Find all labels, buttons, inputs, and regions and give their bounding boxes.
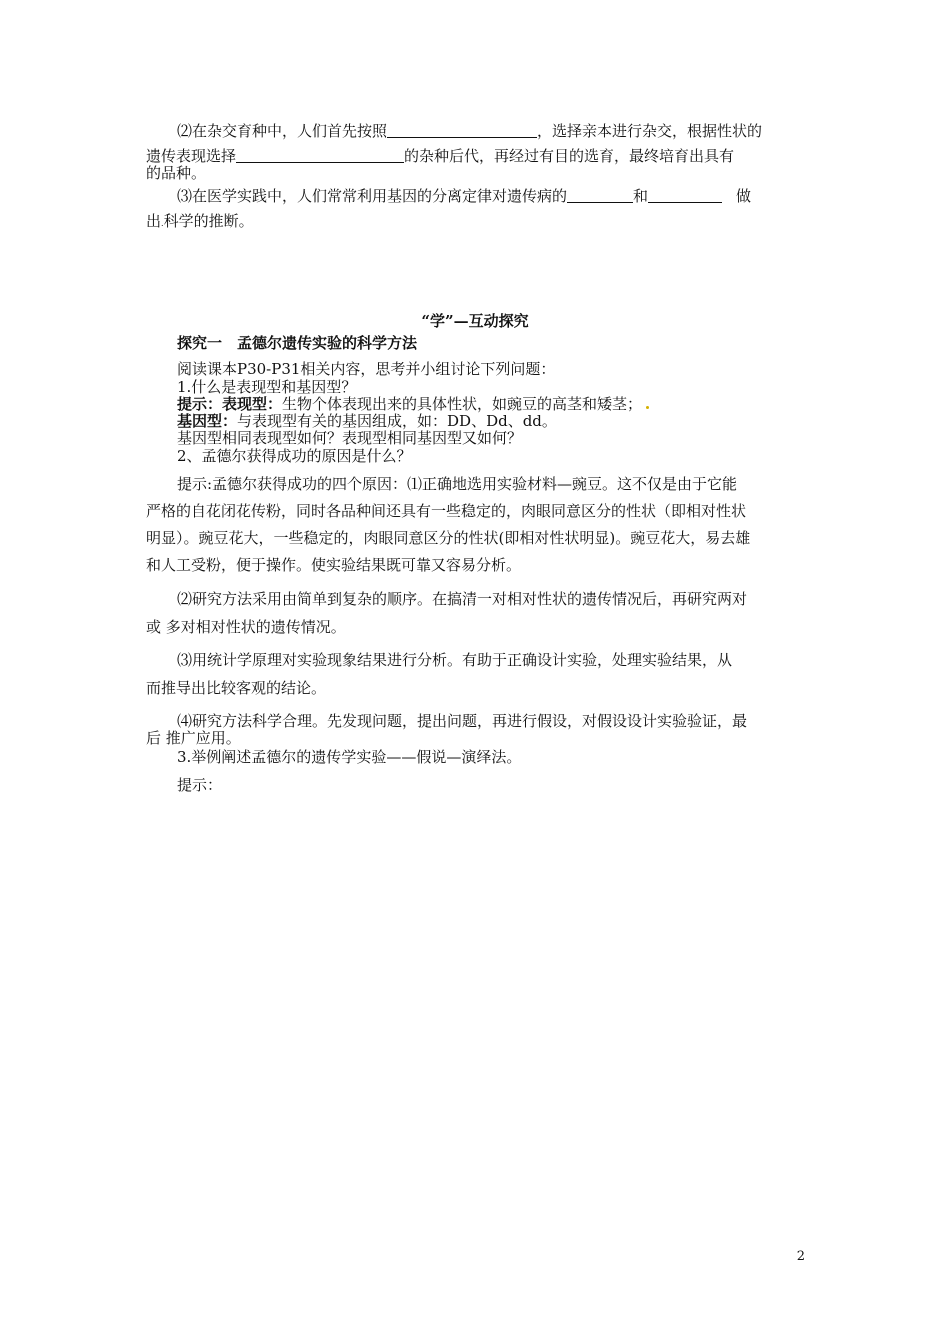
text: 遗传表现选择 <box>146 147 237 165</box>
section-title: “学”—互动探究 <box>421 312 529 330</box>
question-1b: 基因型相同表现型如何？表现型相同基因型又如何？ <box>177 429 523 447</box>
dot-mark: . <box>161 219 164 228</box>
answer-2-line-1: ⑵研究方法采用由简单到复杂的顺序。在搞清一对相对性状的遗传情况后，再研究两对 <box>177 590 748 608</box>
text: 出 <box>146 212 162 230</box>
question-2: 2、孟德尔获得成功的原因是什么？ <box>177 447 412 465</box>
phenotype-label: 表现型： <box>222 395 283 413</box>
page-number: 2 <box>796 1249 805 1264</box>
text: 科学的推断。 <box>163 212 254 230</box>
para-3-line-2 <box>146 211 254 234</box>
section-subtitle: 探究一 孟德尔遗传实验的科学方法 <box>177 334 418 352</box>
answer-1-line-2: 严格的自花闭花传粉，同时各品种间还具有一些稳定的，肉眼同意区分的性状（即相对性状 <box>146 502 747 520</box>
text: 的品种。 <box>146 164 207 182</box>
para-2-line-1 <box>177 121 762 141</box>
answer-4-line-2: 后 推广应用。 <box>146 729 241 747</box>
text: ⑵在杂交育种中，人们首先按照 <box>177 122 388 140</box>
answer-2-line-2: 或 多对相对性状的遗传情况。 <box>146 618 346 636</box>
answer-3-line-1: ⑶用统计学原理对实验现象结果进行分析。有助于正确设计实验，处理实验结果，从 <box>177 651 733 669</box>
phenotype-text: 生物个体表现出来的具体性状，如豌豆的高茎和矮茎； <box>282 395 643 413</box>
blank-1 <box>387 123 537 138</box>
hint-label: 提示： <box>177 395 223 413</box>
question-3-hint: 提示： <box>177 776 223 794</box>
answer-1-line-4: 和人工受粉，便于操作。使实验结果既可靠又容易分析。 <box>146 556 522 574</box>
blank-4 <box>648 188 722 203</box>
question-3: 3.举例阐述孟德尔的遗传学实验——假说—演绎法。 <box>177 748 522 766</box>
text: ⑶在医学实践中，人们常常利用基因的分离定律对遗传病的 <box>177 187 568 205</box>
text: ，选择亲本进行杂交，根据性状的 <box>537 122 763 140</box>
text: 做 <box>736 187 752 205</box>
intro-text: 阅读课本P30-P31相关内容，思考并小组讨论下列问题： <box>177 360 556 378</box>
answer-1-line-3: 明显）。豌豆花大，一些稳定的，肉眼同意区分的性状(即相对性状明显)。豌豆花大，易去雄 <box>146 529 751 547</box>
para-2-line-2 <box>146 146 734 166</box>
text: 和 <box>633 187 649 205</box>
genotype-label: 基因型： <box>177 412 238 430</box>
blank-3 <box>567 188 633 203</box>
para-3-line-1 <box>177 186 751 206</box>
answer-3-line-2: 而推导出比较客观的结论。 <box>146 679 327 697</box>
question-1: 1.什么是表现型和基因型？ <box>177 378 357 396</box>
dot-mark <box>646 406 649 409</box>
answer-1-line-1: 提示:孟德尔获得成功的四个原因：⑴正确地选用实验材料—豌豆。这不仅是由于它能 <box>177 475 738 493</box>
answer-4-line-1: ⑷研究方法科学合理。先发现问题，提出问题，再进行假设，对假设设计实验验证，最 <box>177 712 748 730</box>
blank-2 <box>236 148 404 163</box>
genotype-text: 与表现型有关的基因组成，如：DD、Dd、dd。 <box>237 412 557 430</box>
para-2-line-3 <box>146 163 206 183</box>
text: 的杂种后代，再经过有目的选育，最终培育出具有 <box>404 147 735 165</box>
